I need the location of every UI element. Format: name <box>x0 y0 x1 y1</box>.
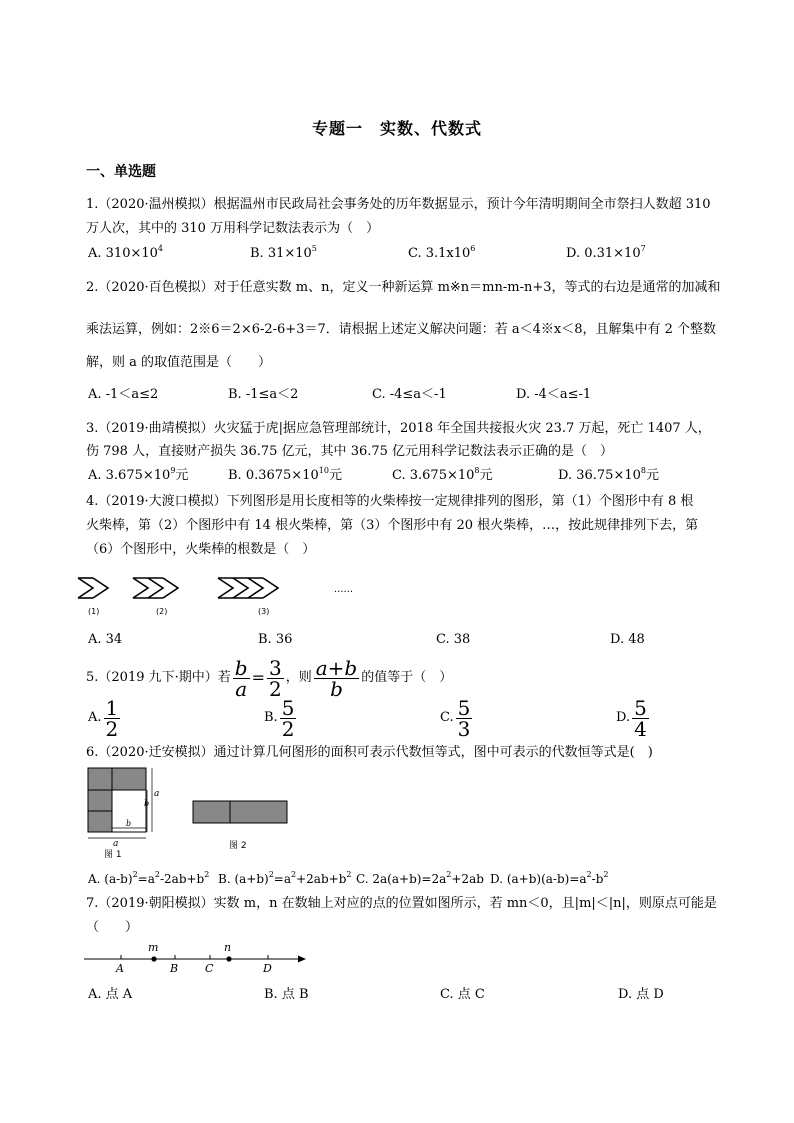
q1-option-b: B. $31\times 10^5$ <box>250 244 317 261</box>
q6-label-b-right: b <box>144 799 150 808</box>
q7-option-b: B. 点 B <box>264 987 309 1002</box>
q6-label-a-bottom: a <box>113 839 119 849</box>
q1-stem-line2: 万人次，其中的 310 万用科学记数法表示为（ ） <box>86 221 380 236</box>
q3-stem-line1: 3.（2019·曲靖模拟）火灾猛于虎|据应急管理部统计，2018 年全国共接报火灾 23.7 万起，死亡 1407 人， <box>86 421 711 436</box>
q5-option-b: B. $\frac{5}{2}$ <box>264 695 295 741</box>
q2-stem-line1: 2.（2020·百色模拟）对于任意实数 m、n，定义一种新运算 m※n＝mn-m-n+3，等式的右边是通常的加减和 <box>86 280 721 295</box>
q5-fraction-3-over-2: $\frac{3}{2}$ <box>268 655 282 701</box>
q3-stem-line2: 伤 798 人，直接财产损失 36.75 亿元，其中 36.75 亿元用科学记数法表示正确的是（ ） <box>86 444 614 459</box>
q7-label-A: A <box>116 962 124 975</box>
q3-option-c: C. $3.675\times 10^8$元 <box>392 466 493 483</box>
q4-stem-line3: （6）个图形中，火柴棒的根数是（ ） <box>86 542 316 557</box>
q2-stem-line2: 乘法运算，例如：2※6＝2×6-2-6+3＝7．请根据上述定义解决问题：若 a＜4※x＜8，且解集中有 2 个整数 <box>86 322 717 337</box>
q5-option-a: A. $\frac{1}{2}$ <box>88 695 119 741</box>
q1-option-d: D. $0.31\times 10^7$ <box>566 244 646 261</box>
q7-stem-line2: （ ） <box>86 920 139 935</box>
q4-ellipsis: ...... <box>334 584 354 595</box>
q6-label-a-right: a <box>154 789 160 799</box>
q4-fig1-label: (1) <box>88 607 100 616</box>
q7-label-D: D <box>263 962 272 975</box>
q7-label-B: B <box>170 962 179 975</box>
q7-option-a: A. 点 A <box>88 987 133 1002</box>
q1-option-c: C. $3.1x10^6$ <box>408 244 476 261</box>
q1-option-a: A. $310\times 10^4$ <box>88 244 163 261</box>
q4-stem-line1: 4.（2019·大渡口模拟）下列图形是用长度相等的火柴棒按一定规律排列的图形，第（1）个图形中有 8 根 <box>86 494 694 509</box>
q5-fraction-b-over-a: $\frac{b}{a}$ <box>234 655 248 701</box>
section-heading: 一、单选题 <box>86 164 156 180</box>
q2-option-a: A. -1＜a≤2 <box>88 387 159 402</box>
q6-fig1-caption: 图 1 <box>104 850 122 860</box>
q5-stem: 5.（2019 九下·期中）若 $\frac{b}{a}$ = $\frac{3}{2}$ ，则 $\frac{a+b}{b}$ 的值等于（ ） <box>86 655 453 701</box>
q1-stem-line1: 1.（2020·温州模拟）根据温州市民政局社会事务处的历年数据显示，预计今年清明期间全市祭扫人数超 310 <box>86 197 711 212</box>
q7-option-c: C. 点 C <box>440 987 485 1002</box>
q4-stem-line2: 火柴棒，第（2）个图形中有 14 根火柴棒，第（3）个图形中有 20 根火柴棒，…，按此规律排列下去，第 <box>86 518 699 533</box>
page-title: 专题一 实数、代数式 <box>311 119 482 138</box>
q4-option-b: B. 36 <box>258 632 293 647</box>
q7-label-C: C <box>205 962 214 975</box>
q6-option-b: B. $(a+b)^2=a^2+2ab+b^2$ <box>218 870 352 886</box>
q4-option-c: C. 38 <box>436 632 471 647</box>
q7-label-n: n <box>224 941 232 954</box>
q3-option-d: D. $36.75\times 10^8$元 <box>558 466 659 483</box>
q5-option-d: D. $\frac{5}{4}$ <box>616 695 647 741</box>
q2-option-d: D. -4＜a≤-1 <box>516 387 592 402</box>
q2-stem-line3: 解，则 a 的取值范围是（ ） <box>86 355 272 370</box>
q2-option-c: C. -4≤a＜-1 <box>372 387 447 402</box>
q6-label-b-bottom: b <box>126 819 132 828</box>
q6-fig2-caption: 图 2 <box>229 841 247 851</box>
q3-option-b: B. $0.3675\times 10^{10}$元 <box>228 466 342 483</box>
q4-fig3-label: (3) <box>258 607 270 616</box>
q6-option-d: D. $(a+b)(a-b)=a^2-b^2$ <box>490 870 609 886</box>
q7-label-m: m <box>148 941 159 954</box>
q5-option-c: C. $\frac{5}{3}$ <box>440 695 471 741</box>
q6-option-a: A. $(a-b)^2=a^2-2ab+b^2$ <box>88 870 210 886</box>
q4-option-a: A. 34 <box>88 632 123 647</box>
q6-stem-line1: 6.（2020·迁安模拟）通过计算几何图形的面积可表示代数恒等式，图中可表示的代数恒等式是( ) <box>86 745 653 760</box>
q7-stem-line1: 7.（2019·朝阳模拟）实数 m，n 在数轴上对应的点的位置如图所示，若 mn＜0，且|m|＜|n|，则原点可能是 <box>86 896 717 911</box>
q6-option-c: C. $2a(a+b)=2a^2+2ab$ <box>356 870 484 886</box>
q2-option-b: B. -1≤a＜2 <box>228 387 299 402</box>
q5-fraction-apb-over-b: $\frac{a+b}{b}$ <box>315 655 358 701</box>
q7-option-d: D. 点 D <box>618 987 664 1002</box>
q3-option-a: A. $3.675\times 10^9$元 <box>88 466 189 483</box>
q4-fig2-label: (2) <box>156 607 168 616</box>
q4-option-d: D. 48 <box>610 632 645 647</box>
